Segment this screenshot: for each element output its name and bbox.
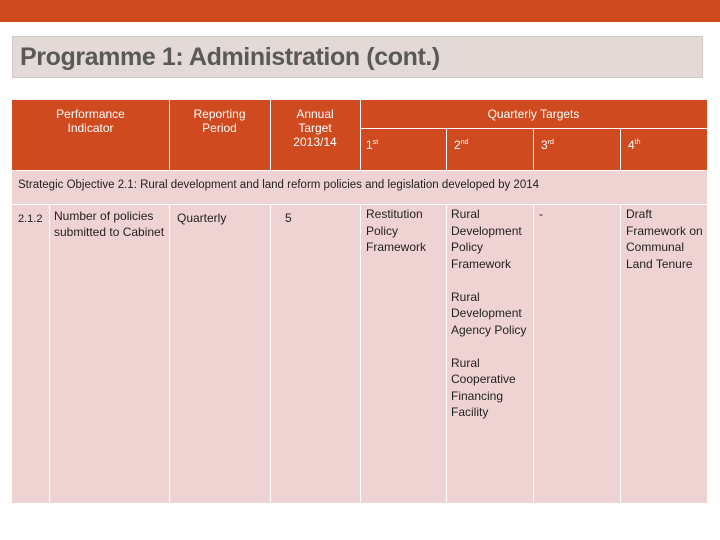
divider bbox=[446, 128, 447, 170]
divider bbox=[169, 204, 170, 503]
divider bbox=[12, 170, 707, 171]
divider bbox=[533, 128, 534, 170]
header-reporting-period: Reporting Period bbox=[169, 100, 270, 170]
targets-table bbox=[12, 100, 707, 503]
q4-sup: th bbox=[634, 139, 641, 146]
q3-sup: rd bbox=[547, 139, 554, 146]
q2-num: 2 bbox=[454, 138, 461, 152]
q2-item: Rural Cooperative Financing Facility bbox=[451, 355, 516, 419]
divider bbox=[533, 204, 534, 503]
divider bbox=[270, 100, 271, 170]
divider bbox=[360, 100, 361, 170]
page-title: Programme 1: Administration (cont.) bbox=[12, 36, 703, 78]
row-reporting-period: Quarterly bbox=[177, 211, 227, 225]
header-q4 bbox=[620, 128, 707, 170]
divider bbox=[360, 128, 707, 129]
row-q4-target: Draft Framework on Communal Land Tenure bbox=[626, 207, 703, 271]
row-q2-targets bbox=[446, 204, 533, 421]
row-q3-target: - bbox=[539, 207, 543, 221]
q1-num: 1 bbox=[366, 138, 373, 152]
header-quarterly-targets: Quarterly Targets bbox=[360, 100, 707, 128]
q2-sup: nd bbox=[460, 139, 469, 146]
header-q2 bbox=[446, 128, 533, 170]
q2-item: Rural Development Agency Policy bbox=[451, 289, 527, 337]
divider bbox=[620, 128, 621, 170]
divider bbox=[620, 204, 621, 503]
row-annual-target: 5 bbox=[285, 211, 292, 225]
header-annual-target: Annual Target 2013/14 bbox=[270, 100, 360, 170]
q3-num: 3 bbox=[541, 138, 548, 152]
row-q1-target: Restitution Policy Framework bbox=[366, 207, 427, 254]
row-id: 2.1.2 bbox=[18, 213, 43, 225]
header-q1 bbox=[360, 128, 446, 170]
strategic-objective-row: Strategic Objective 2.1: Rural development and land reform policies and legislation developed by 2014 bbox=[18, 179, 540, 191]
divider bbox=[360, 204, 361, 503]
divider bbox=[49, 204, 50, 503]
q2-item: Rural Development Policy Framework bbox=[451, 207, 522, 271]
q4-num: 4 bbox=[628, 138, 635, 152]
header-performance-indicator: Performance Indicator bbox=[12, 100, 169, 170]
row-indicator: Number of policies submitted to Cabinet bbox=[54, 209, 165, 239]
divider bbox=[169, 100, 170, 170]
divider bbox=[446, 204, 447, 503]
divider bbox=[270, 204, 271, 503]
q1-sup: st bbox=[372, 139, 379, 146]
top-accent-bar bbox=[0, 0, 720, 22]
header-q3 bbox=[533, 128, 620, 170]
